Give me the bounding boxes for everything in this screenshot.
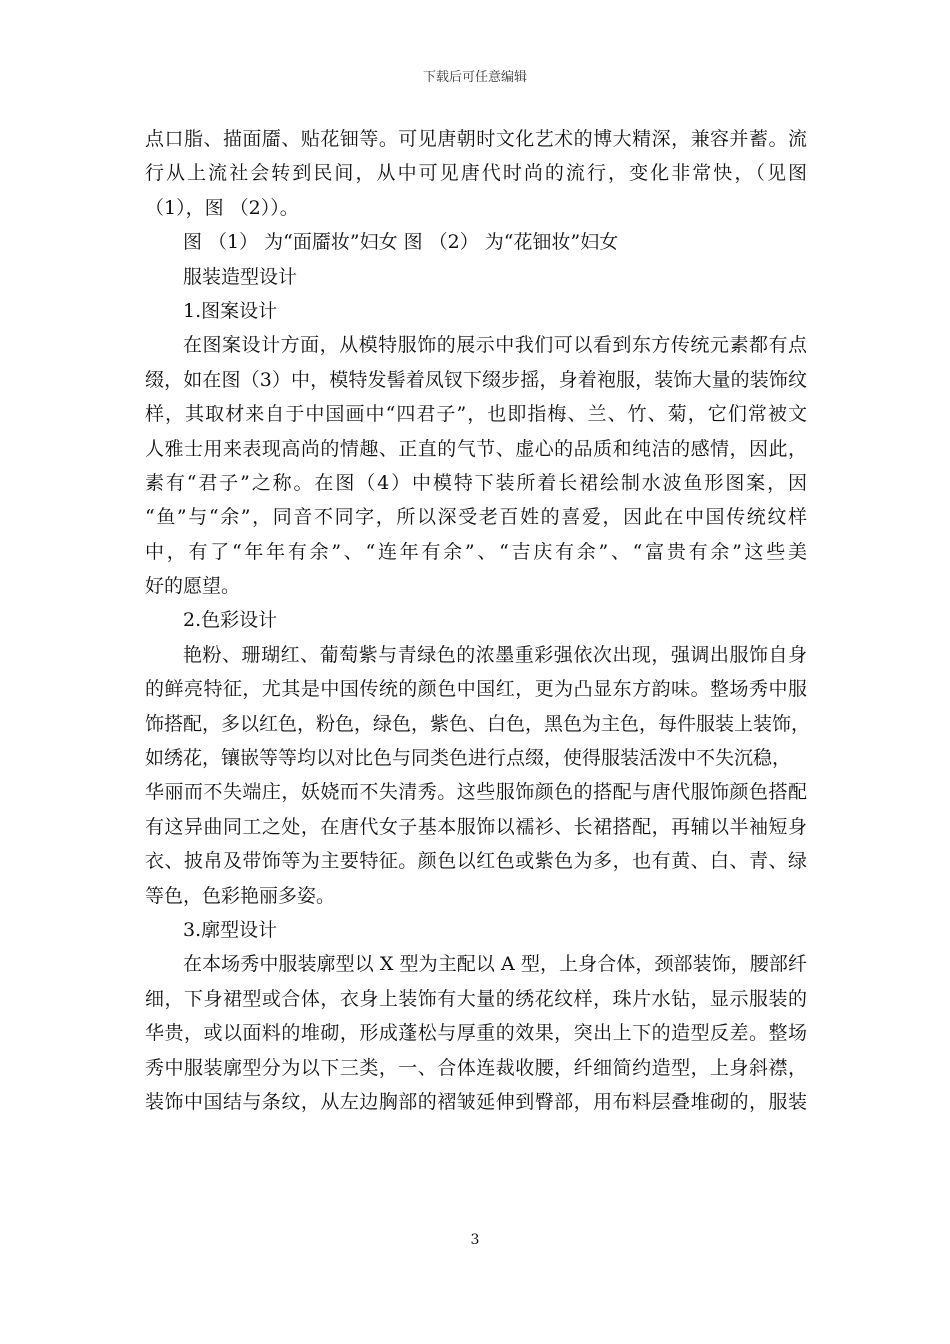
text-line: 衣、披帛及带饰等为主要特征。颜色以红色或紫色为多，也有黄、白、青、绿	[145, 850, 807, 873]
text-line: 人雅士用来表现高尚的情趣、正直的气节、虚心的品质和纯洁的感情，因此，	[145, 437, 807, 460]
text-line: 饰搭配，多以红色，粉色，绿色，紫色、白色，黑色为主色，每件服装上装饰，	[145, 712, 811, 735]
text-line: 缀，如在图（3）中，模特发髻着凤钗下缀步摇，身着袍服，装饰大量的装饰纹	[145, 368, 807, 391]
text-line: 的鲜亮特征，尤其是中国传统的颜色中国红，更为凸显东方韵味。整场秀中服	[145, 678, 807, 701]
text-line: 行从上流社会转到民间，从中可见唐代时尚的流行，变化非常快，（见图	[145, 162, 807, 185]
text-line: 装饰中国结与条纹，从左边胸部的褶皱延伸到臀部，用布料层叠堆砌的，服装	[145, 1090, 807, 1113]
text-line: 点口脂、描面靥、贴花钿等。可见唐朝时文化艺术的博大精深，兼容并蓄。流	[145, 128, 807, 150]
text-line: 在本场秀中服装廓型以 X 型为主配以 A 型，上身合体，颈部装饰，腰部纤	[183, 953, 807, 976]
text-line: 秀中服装廓型分为以下三类，一、合体连裁收腰，纤细简约造型，上身斜襟，	[145, 1056, 807, 1079]
text-line: （1），图 （2））。	[145, 196, 299, 219]
document-body	[145, 122, 811, 1119]
text-line: 在图案设计方面，从模特服饰的展示中我们可以看到东方传统元素都有点	[183, 334, 807, 357]
text-line: 2.色彩设计	[183, 609, 278, 632]
text-line: 如绣花，镶嵌等等均以对比色与同类色进行点缀，使得服装活泼中不失沉稳，	[145, 747, 792, 770]
text-line: 服装造型设计	[183, 265, 298, 288]
text-line: 好的愿望。	[145, 575, 241, 598]
page-header: 下载后可任意编辑	[422, 70, 527, 85]
text-line: 3.廓型设计	[183, 918, 278, 941]
text-line: 细，下身裙型或合体，衣身上装饰有大量的绣花纹样，珠片水钻，显示服装的	[145, 987, 807, 1010]
text-line: 素有“君子”之称。在图（4）中模特下装所着长裙绘制水波鱼形图案，因	[145, 471, 807, 494]
text-line: 有这异曲同工之处，在唐代女子基本服饰以襦衫、长裙搭配，再辅以半袖短身	[145, 815, 807, 838]
text-line: 样，其取材来自于中国画中“四君子”，也即指梅、兰、竹、菊，它们常被文	[145, 403, 807, 426]
text-line: “鱼”与“余”，同音不同字，所以深受老百姓的喜爱，因此在中国传统纹样	[145, 506, 807, 529]
text-line: 等色，色彩艳丽多姿。	[145, 884, 336, 907]
page-number: 3	[470, 1232, 480, 1248]
text-line: 华丽而不失端庄，妖娆而不失清秀。这些服饰颜色的搭配与唐代服饰颜色搭配	[145, 781, 807, 804]
text-line: 图 （1） 为“面靥妆”妇女 图 （2） 为“花钿妆”妇女	[183, 231, 619, 254]
text-line: 1.图案设计	[183, 299, 278, 322]
text-line: 华贵，或以面料的堆砌，形成蓬松与厚重的效果，突出上下的造型反差。整场	[145, 1022, 807, 1045]
text-line: 中，有了“年年有余”、“连年有余”、“吉庆有余”、“富贵有余”这些美	[145, 540, 807, 563]
text-line: 艳粉、珊瑚红、葡萄紫与青绿色的浓墨重彩强依次出现，强调出服饰自身	[183, 643, 807, 666]
